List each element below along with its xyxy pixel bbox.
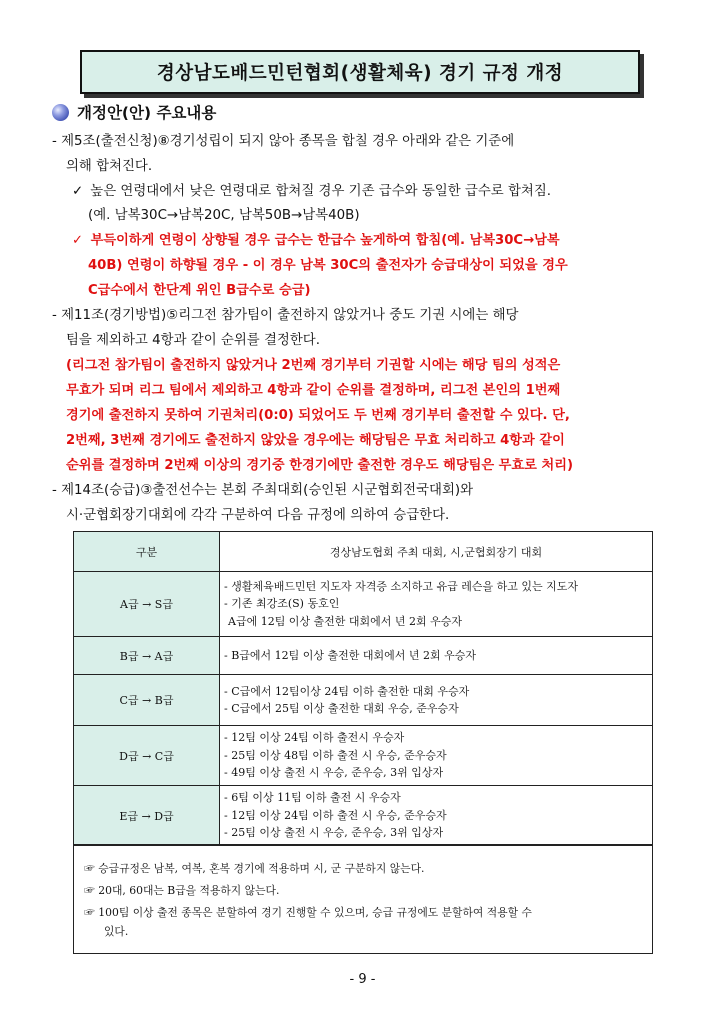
text-line: (예. 남복30C→남복20C, 남복50B→남복40B) [88, 208, 360, 223]
grade-cell: C급 → B급 [74, 675, 220, 726]
desc-line: - 12팀 이상 24팀 이하 출전 시 우승, 준우승자 [224, 808, 447, 822]
desc-line: - C급에서 25팀 이상 출전한 대회 우승, 준우승자 [224, 702, 459, 715]
text-line: - 제5조(출전신청)⑧경기성립이 되지 않아 종목을 합칠 경우 아래와 같은 기준에 [52, 134, 515, 149]
text-line: 의해 합쳐진다. [66, 159, 153, 174]
table-row [74, 637, 653, 675]
text-line-red: 2번째, 3번째 경기에도 출전하지 않았을 경우에는 해당팀은 무효 처리하고 4항과 같이 [66, 433, 565, 448]
text-line-red: C급수에서 한단계 위인 B급수로 승급) [88, 283, 311, 298]
desc-cell [220, 572, 653, 637]
text-line-red: 40B) 연령이 하향될 경우 - 이 경우 남복 30C의 출전자가 승급대상이 되었을 경우 [88, 258, 568, 273]
table-header: 경상남도협회 주최 대회, 시,군협회장기 대회 [220, 532, 653, 572]
check-text: 높은 연령대에서 낮은 연령대로 합쳐질 경우 기존 급수와 동일한 급수로 합쳐짐. [90, 184, 552, 199]
table-row [74, 675, 653, 726]
grade-cell: D급 → C급 [74, 726, 220, 786]
desc-line: - 6팀 이상 11팀 이하 출전 시 우승자 [224, 791, 401, 805]
desc-line: - B급에서 12팀 이상 출전한 대회에서 년 2회 우승자 [224, 648, 477, 662]
note-line: ☞ 100팀 이상 출전 종목은 분할하여 경기 진행할 수 있으며, 승급 규정에도 분할하여 적용할 수 [84, 906, 532, 919]
desc-line: - 기존 최강조(S) 동호인 [224, 597, 340, 611]
page-number: - 9 - [349, 972, 376, 987]
grade-table [73, 531, 653, 846]
table-row [74, 726, 653, 786]
note-line: ☞ 20대, 60대는 B급을 적용하지 않는다. [84, 884, 280, 897]
text-line-red: (리그전 참가팀이 출전하지 않았거나 2번째 경기부터 기권할 시에는 해당 팀의 성적은 [66, 358, 561, 373]
desc-line: - 25팀 이상 48팀 이하 출전 시 우승, 준우승자 [224, 748, 447, 762]
desc-line: - 생활체육배드민턴 지도자 자격증 소지하고 유급 레슨을 하고 있는 지도자 [224, 579, 578, 593]
desc-line: - C급에서 12팀이상 24팀 이하 출전한 대회 우승자 [224, 684, 470, 698]
grade-cell: E급 → D급 [74, 786, 220, 846]
check-icon: ✓ [72, 233, 84, 248]
page-title: 경상남도배드민턴협회(생활체육) 경기 규정 개정 [80, 50, 640, 94]
sphere-bullet-icon [52, 104, 69, 121]
table-row [74, 786, 653, 846]
table-header: 구분 [74, 532, 220, 572]
text-line: - 제14조(승급)③출전선수는 본회 주최대회(승인된 시군협회전국대회)와 [52, 483, 474, 498]
section-heading [52, 101, 216, 123]
desc-line: - 12팀 이상 24팀 이하 출전시 우승자 [224, 731, 405, 745]
section-title: 개정안(안) 주요내용 [77, 104, 217, 122]
check-text: 부득이하게 연령이 상향될 경우 급수는 한급수 높게하여 합침(예. 남복30C→남복 [90, 233, 560, 248]
text-line: 팀을 제외하고 4항과 같이 순위를 결정한다. [66, 333, 320, 348]
desc-line: - 25팀 이상 출전 시 우승, 준우승, 3위 입상자 [224, 826, 444, 840]
text-line-red: 순위를 결정하며 2번째 이상의 경기중 한경기에만 출전한 경우도 해당팀은 무효로 처리) [66, 458, 573, 473]
desc-cell [220, 637, 653, 675]
check-item [72, 182, 551, 202]
check-item-red [72, 231, 560, 251]
table-header-row [74, 532, 653, 572]
text-line-red: 경기에 출전하지 못하여 기권처리(0:0) 되었어도 두 번째 경기부터 출전할 수 있다. 단, [66, 408, 570, 423]
note-line: 있다. [104, 925, 129, 938]
text-line: 시·군협회장기대회에 각각 구분하여 다음 규정에 의하여 승급한다. [66, 508, 450, 523]
title-frame [80, 50, 642, 96]
desc-line: - 49팀 이상 출전 시 우승, 준우승, 3위 입상자 [224, 766, 444, 780]
table-row [74, 572, 653, 637]
notes-box [73, 844, 653, 954]
desc-cell [220, 675, 653, 726]
grade-cell: B급 → A급 [74, 637, 220, 675]
note-line: ☞ 승급규정은 남복, 여복, 혼복 경기에 적용하며 시, 군 구분하지 않는다. [84, 862, 425, 875]
grade-cell: A급 → S급 [74, 572, 220, 637]
desc-cell [220, 726, 653, 786]
text-line: - 제11조(경기방법)⑤리그전 참가팀이 출전하지 않았거나 중도 기권 시에는 해당 [52, 308, 519, 323]
check-icon: ✓ [72, 184, 84, 199]
desc-cell [220, 786, 653, 846]
desc-line: A급에 12팀 이상 출전한 대회에서 년 2회 우승자 [228, 614, 463, 628]
text-line-red: 무효가 되며 리그 팀에서 제외하고 4항과 같이 순위를 결정하며, 리그전 본인의 1번째 [66, 383, 561, 398]
